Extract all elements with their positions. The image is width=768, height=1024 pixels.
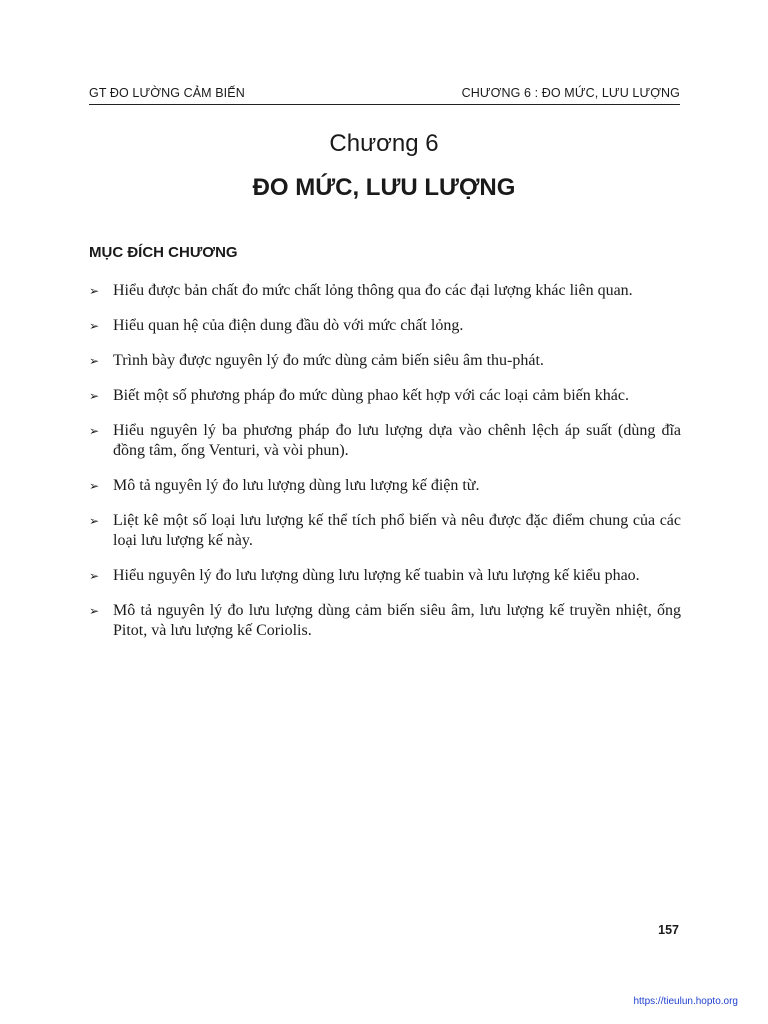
arrow-bullet-icon: ➢ [89,319,100,333]
list-item [89,316,681,336]
list-item [89,351,681,371]
arrow-bullet-icon: ➢ [89,389,100,403]
header-chapter-title: CHƯƠNG 6 : ĐO MỨC, LƯU LƯỢNG [461,86,680,100]
arrow-bullet-icon: ➢ [89,354,100,368]
list-item-text: Hiểu nguyên lý đo lưu lượng dùng lưu lượng kế tuabin và lưu lượng kế kiểu phao. [113,567,640,584]
list-item-text: Trình bày được nguyên lý đo mức dùng cảm biến siêu âm thu-phát. [113,352,544,369]
list-item [89,476,681,496]
arrow-bullet-icon: ➢ [89,569,100,583]
list-item [89,386,681,406]
page-number: 157 [658,923,679,937]
arrow-bullet-icon: ➢ [89,604,100,618]
arrow-bullet-icon: ➢ [89,284,100,298]
list-item-text: Liệt kê một số loại lưu lượng kế thể tích phổ biến và nêu được đặc điểm chung của các loại lưu lượng kế này. [113,512,681,549]
chapter-title: ĐO MỨC, LƯU LƯỢNG [252,174,516,201]
header-book-title: GT ĐO LƯỜNG CẢM BIẾN [89,86,245,100]
list-item-text: Mô tả nguyên lý đo lưu lượng dùng lưu lượng kế điện từ. [113,477,480,494]
list-item [89,421,681,461]
list-item [89,601,681,641]
list-item-text: Mô tả nguyên lý đo lưu lượng dùng cảm biến siêu âm, lưu lượng kế truyền nhiệt, ống Pitot, và lưu lượng kế Coriolis. [113,602,681,639]
list-item [89,281,681,301]
section-title: MỤC ĐÍCH CHƯƠNG [89,244,238,261]
arrow-bullet-icon: ➢ [89,479,100,493]
running-header [89,84,680,105]
objectives-list [89,281,681,656]
list-item [89,511,681,551]
list-item-text: Hiểu nguyên lý ba phương pháp đo lưu lượng dựa vào chênh lệch áp suất (dùng đĩa đồng tâm, ống Venturi, và vòi phun). [113,422,681,459]
list-item [89,566,681,586]
source-url-link[interactable]: https://tieulun.hopto.org [633,996,738,1007]
list-item-text: Hiểu được bản chất đo mức chất lỏng thông qua đo các đại lượng khác liên quan. [113,282,633,299]
list-item-text: Biết một số phương pháp đo mức dùng phao kết hợp với các loại cảm biến khác. [113,387,629,404]
list-item-text: Hiểu quan hệ của điện dung đầu dò với mức chất lỏng. [113,317,464,334]
arrow-bullet-icon: ➢ [89,514,100,528]
chapter-number: Chương 6 [329,130,439,157]
arrow-bullet-icon: ➢ [89,424,100,438]
